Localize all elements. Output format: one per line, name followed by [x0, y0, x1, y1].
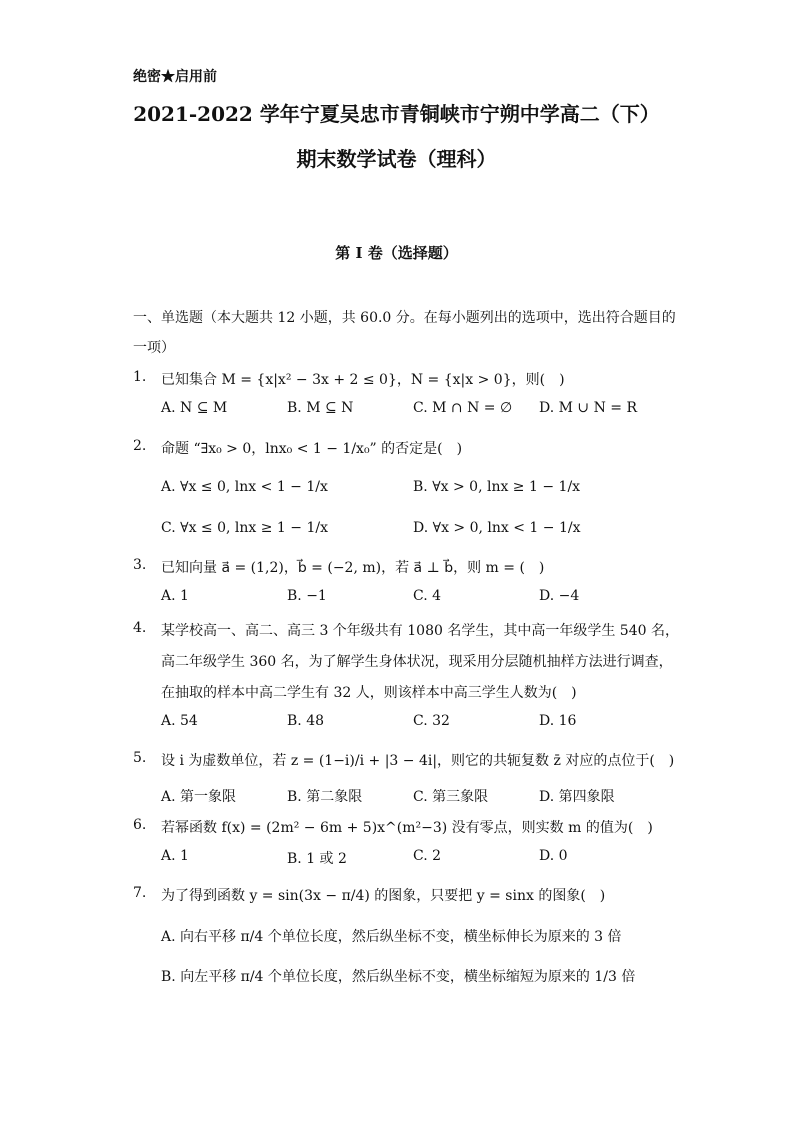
question-number: 2.: [133, 438, 147, 454]
question-text-line2: 高二年级学生 360 名，为了解学生身体状况，现采用分层随机抽样方法进行调查，: [161, 654, 673, 670]
option-a: A. 1: [161, 588, 189, 604]
option-b: B. M ⊆ N: [287, 400, 354, 416]
question-number: 4.: [133, 620, 147, 636]
option-b: B. 48: [287, 713, 325, 729]
option-c: C. M ∩ N = ∅: [413, 400, 513, 416]
question-text: 若幂函数 f(x) = (2m² − 6m + 5)x^(m²−3) 没有零点，则实数 m 的值为( ): [161, 820, 653, 836]
option-a: A. 向右平移 π/4 个单位长度，然后纵坐标不变，横坐标伸长为原来的 3 倍: [161, 929, 622, 945]
question-text-line1: 某学校高一、高二、高三 3 个年级共有 1080 名学生，其中高一年级学生 540 名，: [161, 623, 679, 639]
option-d: D. ∀x > 0, lnx < 1 − 1/x: [413, 520, 581, 536]
option-d: D. 0: [539, 848, 568, 864]
option-a: A. 1: [161, 848, 189, 864]
option-a: A. N ⊆ M: [161, 400, 228, 416]
question-number: 7.: [133, 885, 147, 901]
question-text: 已知集合 M = {x|x² − 3x + 2 ≤ 0}，N = {x|x > 0}，则( ): [161, 372, 565, 388]
option-c: C. 2: [413, 848, 442, 864]
question-number: 3.: [133, 557, 147, 573]
option-b: B. 向左平移 π/4 个单位长度，然后纵坐标不变，横坐标缩短为原来的 1/3 倍: [161, 969, 636, 985]
option-c: C. 32: [413, 713, 450, 729]
option-b: B. 1 或 2: [287, 851, 347, 867]
option-a: A. 54: [161, 713, 198, 729]
option-d: D. 16: [539, 713, 577, 729]
section-instructions-line2: 一项）: [133, 340, 175, 356]
option-c: C. 4: [413, 588, 442, 604]
option-d: D. 第四象限: [539, 789, 615, 805]
option-b: B. −1: [287, 588, 327, 604]
question-text: 已知向量 a⃗ = (1,2)，b⃗ = (−2, m)，若 a⃗ ⊥ b⃗，则 m = ( ): [161, 560, 545, 576]
question-number: 6.: [133, 817, 147, 833]
question-number: 5.: [133, 750, 147, 766]
option-a: A. 第一象限: [161, 789, 237, 805]
section-instructions-line1: 一、单选题（本大题共 12 小题，共 60.0 分。在每小题列出的选项中，选出符合题目的: [133, 310, 676, 326]
exam-title-line1: 2021-2022 学年宁夏吴忠市青铜峡市宁朔中学高二（下）: [133, 102, 660, 126]
option-c: C. ∀x ≤ 0, lnx ≥ 1 − 1/x: [161, 520, 328, 536]
option-d: D. −4: [539, 588, 580, 604]
option-a: A. ∀x ≤ 0, lnx < 1 − 1/x: [161, 479, 328, 495]
question-text: 为了得到函数 y = sin(3x − π/4) 的图象，只要把 y = sinx 的图象( ): [161, 888, 606, 904]
option-b: B. ∀x > 0, lnx ≥ 1 − 1/x: [413, 479, 581, 495]
question-number: 1.: [133, 369, 147, 385]
question-text: 命题 “∃x₀ > 0，lnx₀ < 1 − 1/x₀” 的否定是( ): [161, 441, 463, 457]
exam-title-line2: 期末数学试卷（理科）: [296, 147, 497, 171]
option-c: C. 第三象限: [413, 789, 489, 805]
option-b: B. 第二象限: [287, 789, 363, 805]
option-d: D. M ∪ N = R: [539, 400, 638, 416]
question-text-line3: 在抽取的样本中高二学生有 32 人，则该样本中高三学生人数为( ): [161, 685, 577, 701]
question-text: 设 i 为虚数单位，若 z = (1−i)/i + |3 − 4i|，则它的共轭复数 z̄ 对应的点位于( ): [161, 753, 675, 769]
part-heading: 第 I 卷（选择题）: [335, 244, 458, 262]
confidential-label: 绝密★启用前: [133, 69, 217, 85]
